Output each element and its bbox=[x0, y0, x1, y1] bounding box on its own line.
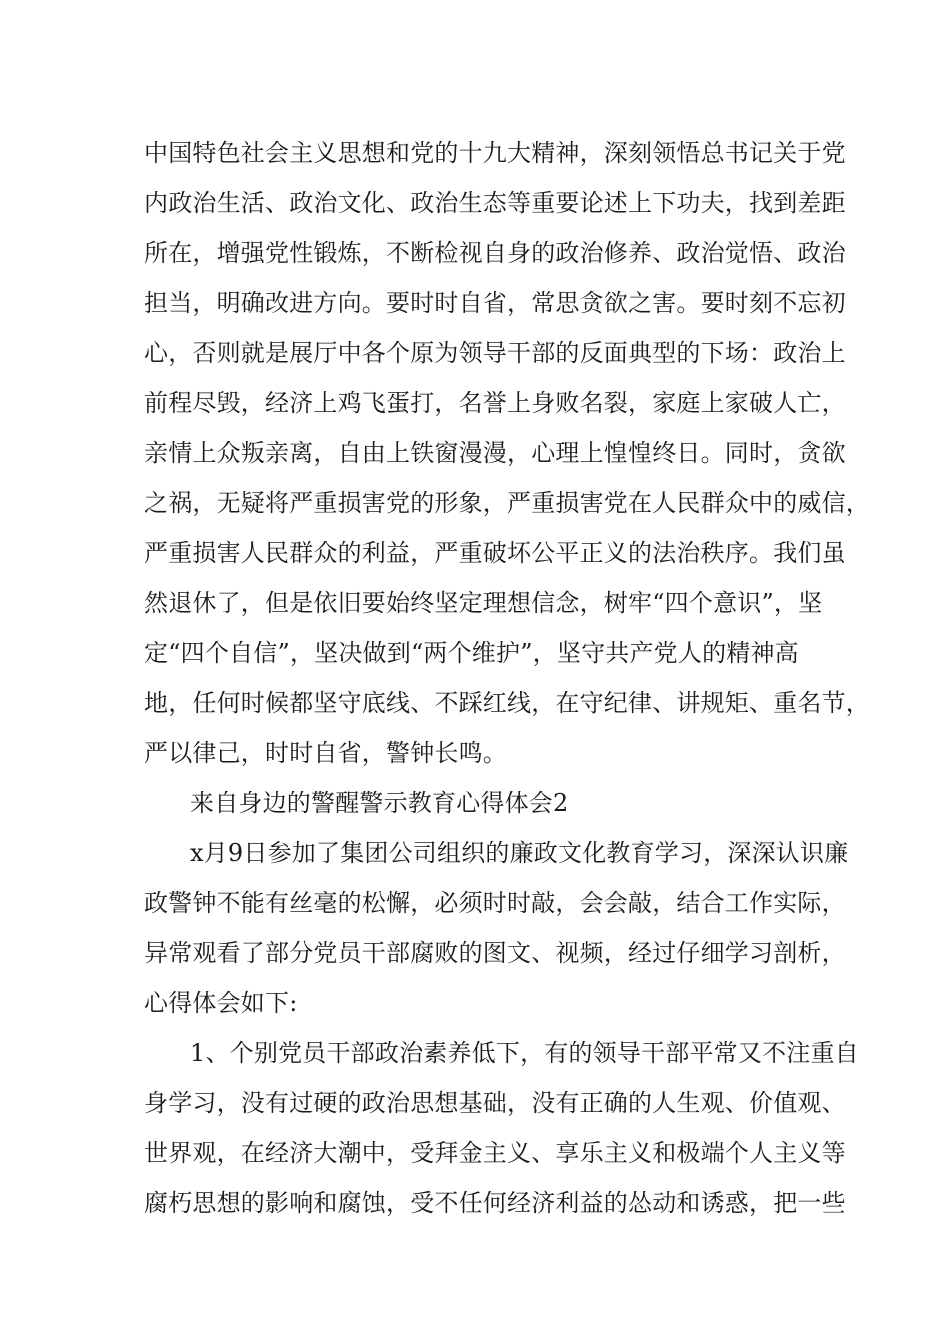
paragraph-2 bbox=[144, 831, 849, 1031]
text-line: 心得体会如下: bbox=[144, 989, 298, 1017]
text-line: 异常观看了部分党员干部腐败的图文、视频，经过仔细学习剖析， bbox=[144, 939, 846, 967]
text-line: 世界观，在经济大潮中，受拜金主义、享乐主义和极端个人主义等 bbox=[144, 1139, 846, 1167]
text-line: x月9日参加了集团公司组织的廉政文化教育学习，深深认识廉 bbox=[190, 839, 849, 867]
paragraph-1 bbox=[144, 131, 870, 781]
paragraph-3 bbox=[144, 1031, 859, 1231]
text-line: 中国特色社会主义思想和党的十九大精神，深刻领悟总书记关于党 bbox=[144, 139, 846, 167]
text-line: 前程尽毁，经济上鸡飞蛋打，名誉上身败名裂，家庭上家破人亡， bbox=[144, 389, 846, 417]
text-line: 心，否则就是展厅中各个原为领导干部的反面典型的下场：政治上 bbox=[144, 339, 846, 367]
text-line: 之祸，无疑将严重损害党的形象，严重损害党在人民群众中的威信， bbox=[144, 489, 870, 517]
text-line: 身学习，没有过硬的政治思想基础，没有正确的人生观、价值观、 bbox=[144, 1089, 846, 1117]
document-body bbox=[144, 131, 870, 1231]
text-line: 定“四个自信”，坚决做到“两个维护”，坚守共产党人的精神高 bbox=[144, 639, 799, 667]
text-line: 然退休了，但是依旧要始终坚定理想信念，树牢“四个意识”，坚 bbox=[144, 589, 823, 617]
text-line: 亲情上众叛亲离，自由上铁窗漫漫，心理上惶惶终日。同时，贪欲 bbox=[144, 439, 846, 467]
text-line: 1、个别党员干部政治素养低下，有的领导干部平常又不注重自 bbox=[190, 1039, 859, 1067]
text-line: 严重损害人民群众的利益，严重破坏公平正义的法治秩序。我们虽 bbox=[144, 539, 846, 567]
text-line: 担当，明确改进方向。要时时自省，常思贪欲之害。要时刻不忘初 bbox=[144, 289, 846, 317]
text-line: 地，任何时候都坚守底线、不踩红线，在守纪律、讲规矩、重名节， bbox=[144, 689, 870, 717]
text-line: 所在，增强党性锻炼，不断检视自身的政治修养、政治觉悟、政治 bbox=[144, 239, 846, 267]
text-line: 严以律己，时时自省，警钟长鸣。 bbox=[144, 739, 507, 767]
section-heading: 来自身边的警醒警示教育心得体会2 bbox=[190, 789, 569, 817]
text-line: 政警钟不能有丝毫的松懈，必须时时敲，会会敲，结合工作实际， bbox=[144, 889, 846, 917]
text-line: 腐朽思想的影响和腐蚀，受不任何经济利益的怂动和诱惑，把一些 bbox=[144, 1189, 846, 1217]
text-line: 内政治生活、政治文化、政治生态等重要论述上下功夫，找到差距 bbox=[144, 189, 846, 217]
